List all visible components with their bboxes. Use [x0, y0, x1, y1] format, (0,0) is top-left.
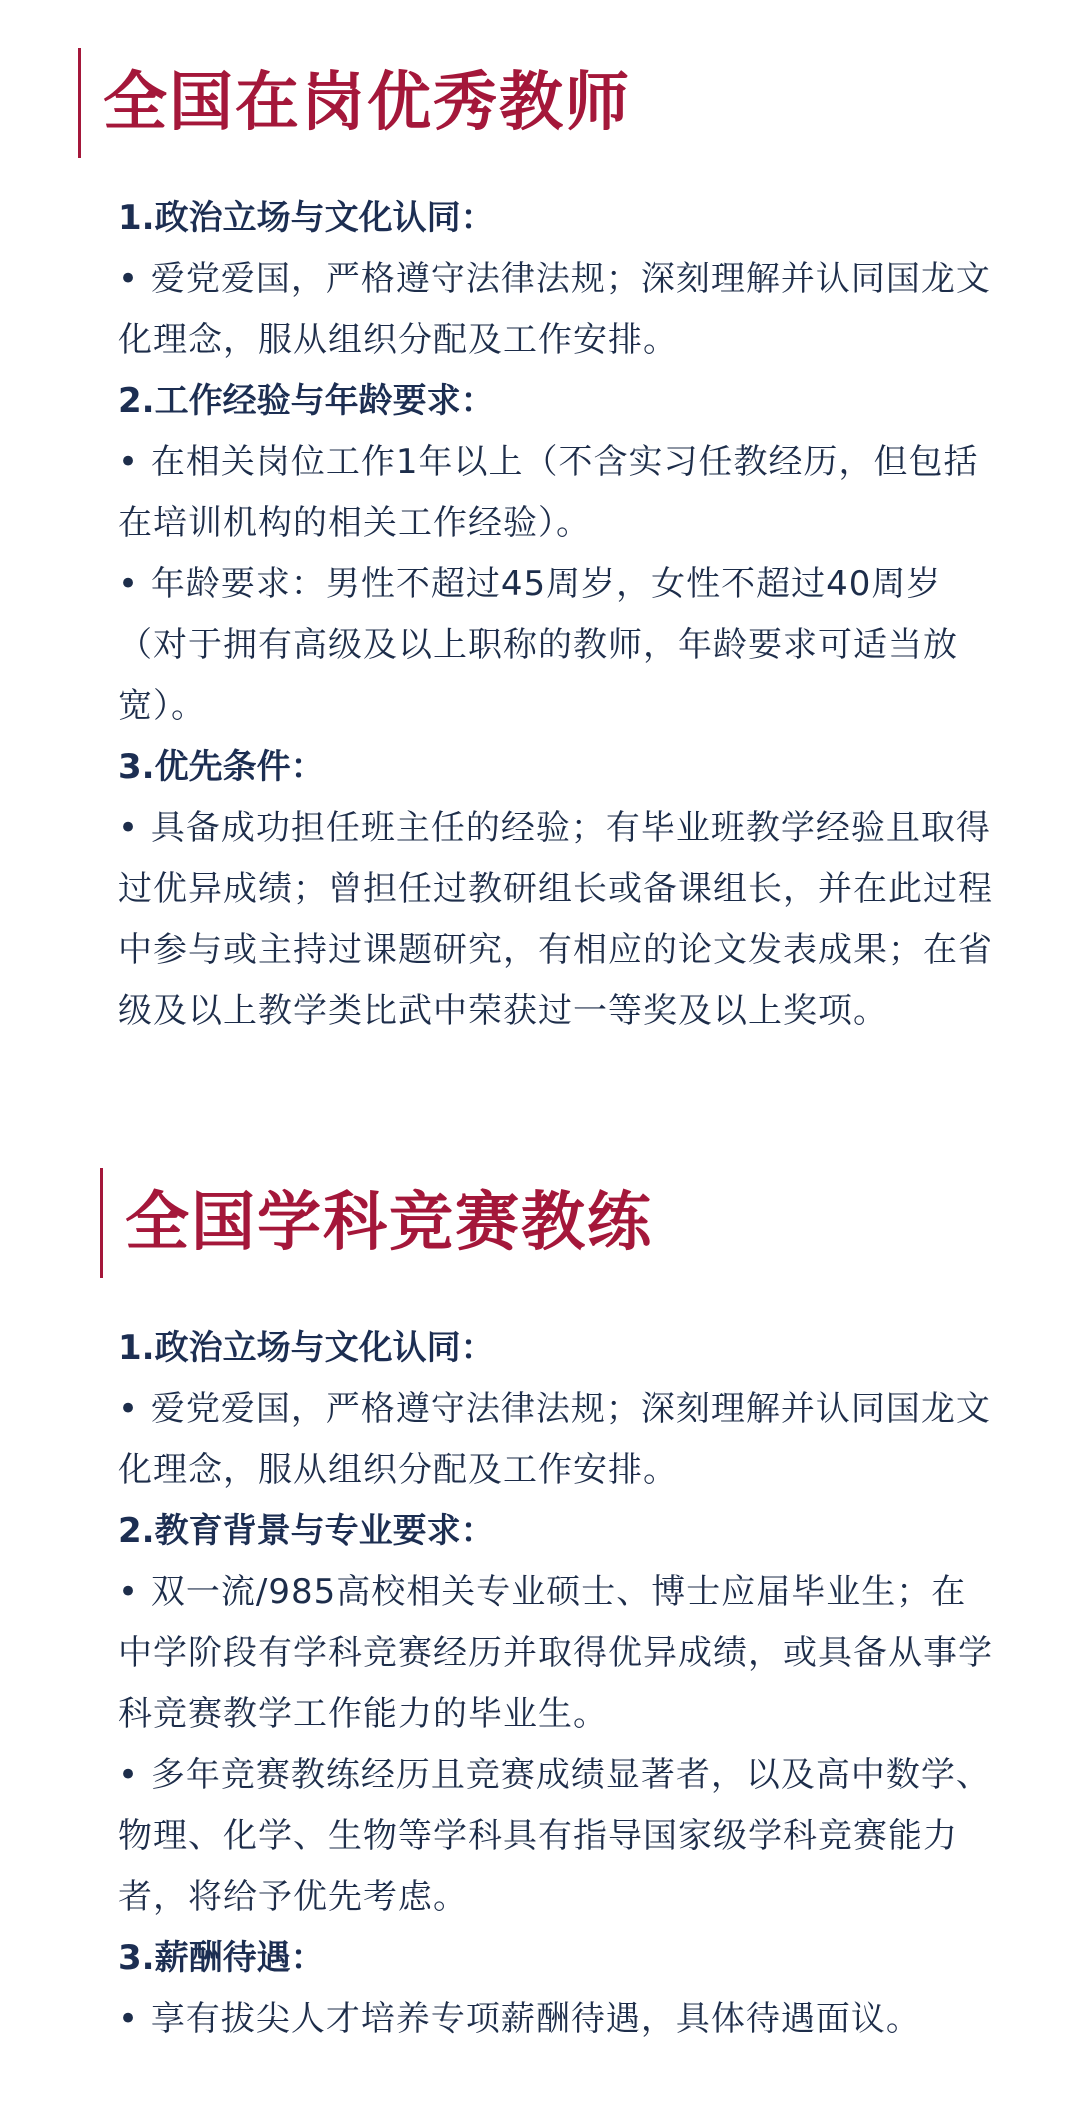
- requirement-item: • 享有拔尖人才培养专项薪酬待遇，具体待遇面议。: [118, 1999, 921, 2039]
- section-content: [118, 188, 998, 1042]
- requirement-heading: 1.政治立场与文化认同：: [118, 198, 495, 238]
- requirement-heading: 1.政治立场与文化认同：: [118, 1328, 495, 1368]
- requirement-heading: 2.工作经验与年龄要求：: [118, 381, 495, 421]
- requirement-heading: 3.优先条件：: [118, 747, 325, 787]
- title-accent-bar: [100, 1168, 103, 1278]
- requirement-item: • 在相关岗位工作1年以上（不含实习任教经历，但包括在培训机构的相关工作经验）。: [118, 442, 979, 543]
- requirement-heading: 3.薪酬待遇：: [118, 1938, 325, 1978]
- requirement-item: • 年龄要求：男性不超过45周岁，女性不超过40周岁（对于拥有高级及以上职称的教师，年龄要求可适当放宽）。: [118, 564, 958, 726]
- requirement-item: • 爱党爱国，严格遵守法律法规；深刻理解并认同国龙文化理念，服从组织分配及工作安排。: [118, 1389, 991, 1490]
- section-title: 全国学科竞赛教练: [125, 1186, 653, 1260]
- requirement-item: • 双一流/985高校相关专业硕士、博士应届毕业生；在中学阶段有学科竞赛经历并取得优异成绩，或具备从事学科竞赛教学工作能力的毕业生。: [118, 1572, 993, 1734]
- section-title: 全国在岗优秀教师: [103, 66, 631, 140]
- requirement-heading: 2.教育背景与专业要求：: [118, 1511, 495, 1551]
- requirement-item: • 爱党爱国，严格遵守法律法规；深刻理解并认同国龙文化理念，服从组织分配及工作安排。: [118, 259, 991, 360]
- title-accent-bar: [78, 48, 81, 158]
- requirement-item: • 多年竞赛教练经历且竞赛成绩显著者，以及高中数学、物理、化学、生物等学科具有指导国家级学科竞赛能力者，将给予优先考虑。: [118, 1755, 991, 1917]
- requirement-item: • 具备成功担任班主任的经验；有毕业班教学经验且取得过优异成绩；曾担任过教研组长或备课组长，并在此过程中参与或主持过课题研究，有相应的论文发表成果；在省级及以上教学类比武中荣获过一等奖及以上奖项。: [118, 808, 993, 1031]
- section-content: [118, 1318, 998, 2050]
